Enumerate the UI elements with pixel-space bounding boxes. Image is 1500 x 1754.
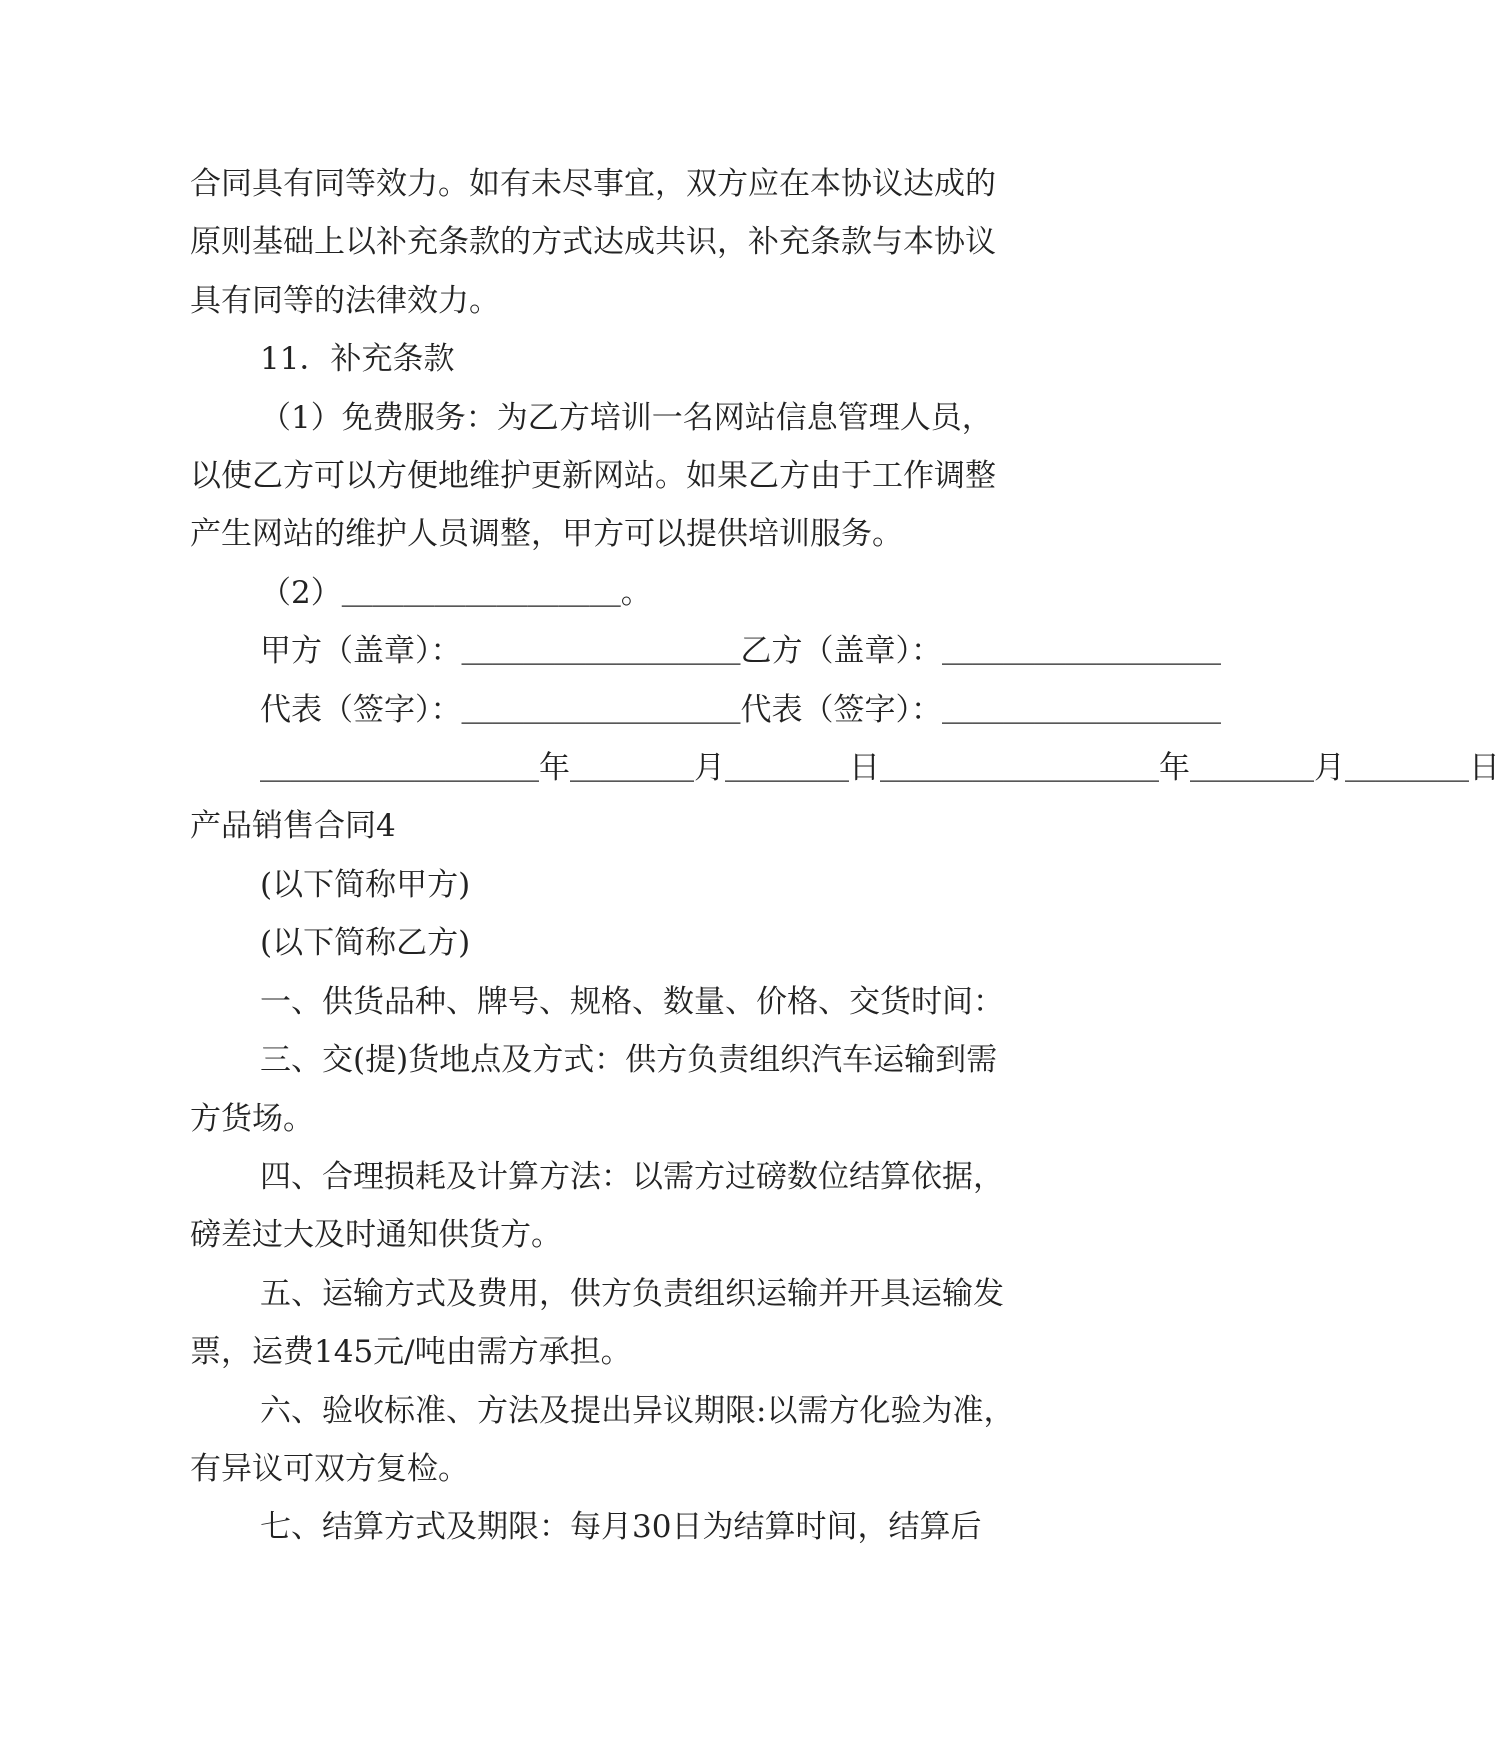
body-line: 磅差过大及时通知供货方。 (190, 1217, 562, 1254)
party-line: (以下简称甲方) (260, 866, 471, 903)
clause-line: 四、合理损耗及计算方法：以需方过磅数位结算依据， (260, 1158, 1004, 1195)
clause-line: 一、供货品种、牌号、规格、数量、价格、交货时间： (260, 983, 1004, 1020)
blank-clause: （2）＿＿＿＿＿＿＿＿＿。 (260, 574, 652, 611)
section-title: 产品销售合同4 (190, 808, 396, 845)
party-line: (以下简称乙方) (260, 925, 471, 962)
body-line: 票，运费145元/吨由需方承担。 (190, 1334, 632, 1371)
body-line: 原则基础上以补充条款的方式达成共识，补充条款与本协议 (190, 224, 996, 261)
signature-seal-line: 甲方（盖章）：＿＿＿＿＿＿＿＿＿乙方（盖章）：＿＿＿＿＿＿＿＿＿ (260, 633, 1221, 670)
body-line: 有异议可双方复检。 (190, 1450, 469, 1487)
document-body (190, 155, 1500, 1557)
body-line: 以使乙方可以方便地维护更新网站。如果乙方由于工作调整 (190, 458, 996, 495)
body-line: 方货场。 (190, 1100, 314, 1137)
body-line: 产生网站的维护人员调整，甲方可以提供培训服务。 (190, 516, 903, 553)
signature-rep-line: 代表（签字）：＿＿＿＿＿＿＿＿＿代表（签字）：＿＿＿＿＿＿＿＿＿ (260, 691, 1221, 728)
body-line: （1）免费服务：为乙方培训一名网站信息管理人员， (260, 399, 993, 436)
clause-line: 五、运输方式及费用，供方负责组织运输并开具运输发 (260, 1275, 1004, 1312)
signature-date-line: ＿＿＿＿＿＿＿＿＿年＿＿＿＿月＿＿＿＿日＿＿＿＿＿＿＿＿＿年＿＿＿＿月＿＿＿＿日 (260, 750, 1500, 787)
clause-line: 六、验收标准、方法及提出异议期限:以需方化验为准， (260, 1392, 1015, 1429)
body-line: 合同具有同等效力。如有未尽事宜，双方应在本协议达成的 (190, 166, 996, 202)
clause-line: 七、结算方式及期限：每月30日为结算时间，结算后 (260, 1509, 982, 1546)
clause-heading: 11．补充条款 (260, 341, 455, 378)
clause-line: 三、交(提)货地点及方式：供方负责组织汽车运输到需 (260, 1042, 998, 1079)
body-line: 具有同等的法律效力。 (190, 282, 500, 319)
